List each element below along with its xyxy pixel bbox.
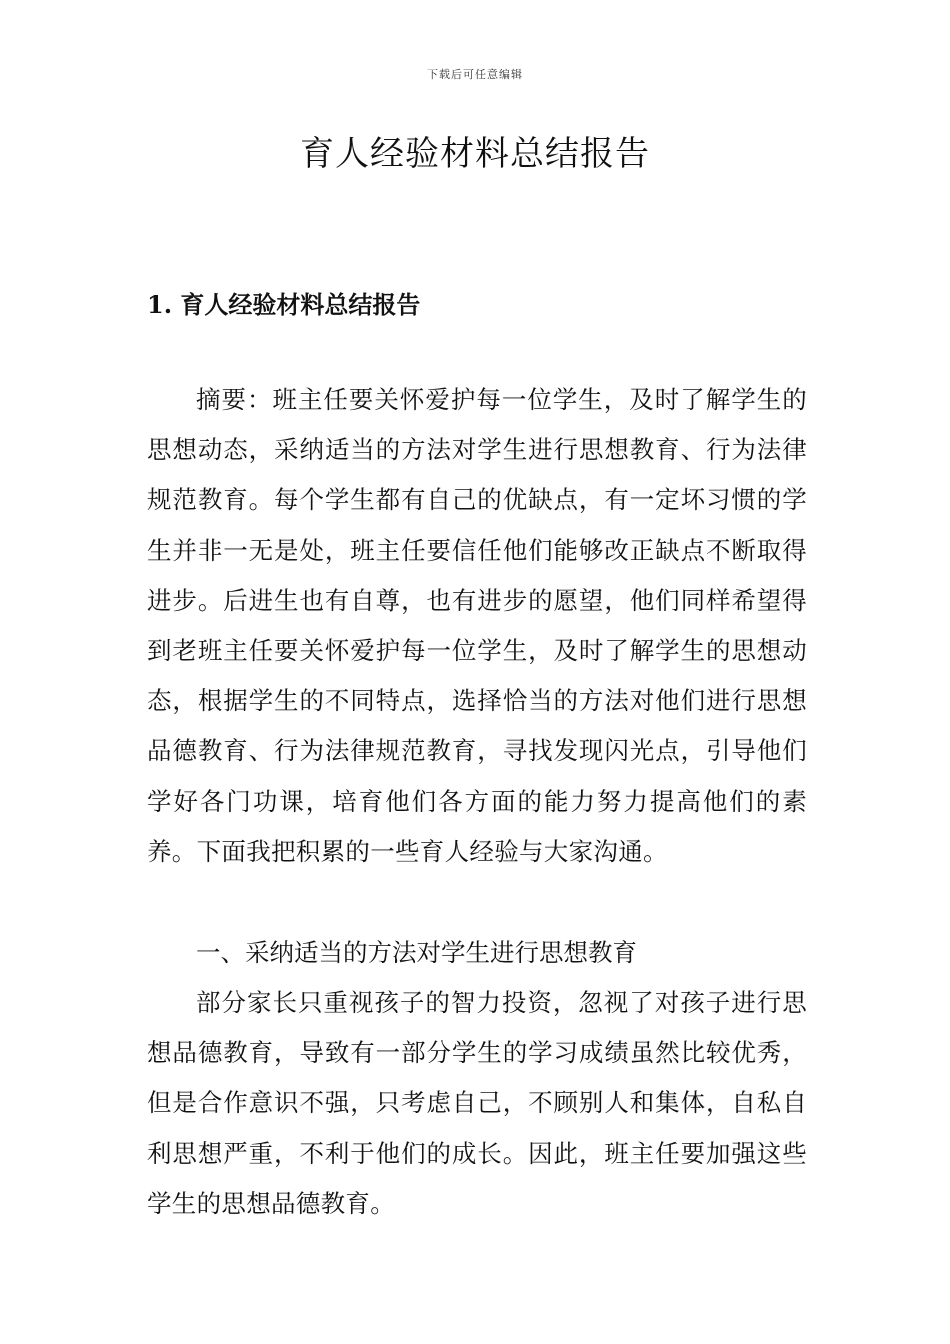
section-heading-1: 一、采纳适当的方法对学生进行思想教育 <box>196 938 637 967</box>
header-note: 下载后可任意编辑 <box>427 68 523 81</box>
section-title: 1. 育人经验材料总结报告 <box>147 290 421 319</box>
abstract-paragraph: 摘要：班主任要关怀爱护每一位学生，及时了解学生的思想动态，采纳适当的方法对学生进行思想教育、行为法律规范教育。每个学生都有自己的优缺点，有一定坏习惯的学生并非一无是处，班主任要信任他们能够改正缺点不断取得进步。后进生也有自尊，也有进步的愿望，他们同样希望得到老班主任要关怀爱护每一位学生，及时了解学生的思想动态，根据学生的不同特点，选择恰当的方法对他们进行思想品德教育、行为法律规范教育，寻找发现闪光点，引导他们学好各门功课，培育他们各方面的能力努力提高他们的素养。下面我把积累的一些育人经验与大家沟通。 <box>147 385 807 866</box>
document-title: 育人经验材料总结报告 <box>300 134 650 174</box>
body-paragraph-1: 部分家长只重视孩子的智力投资，忽视了对孩子进行思想品德教育，导致有一部分学生的学习成绩虽然比较优秀，但是合作意识不强，只考虑自己，不顾别人和集体，自私自利思想严重，不利于他们的成长。因此，班主任要加强这些学生的思想品德教育。 <box>147 988 807 1218</box>
